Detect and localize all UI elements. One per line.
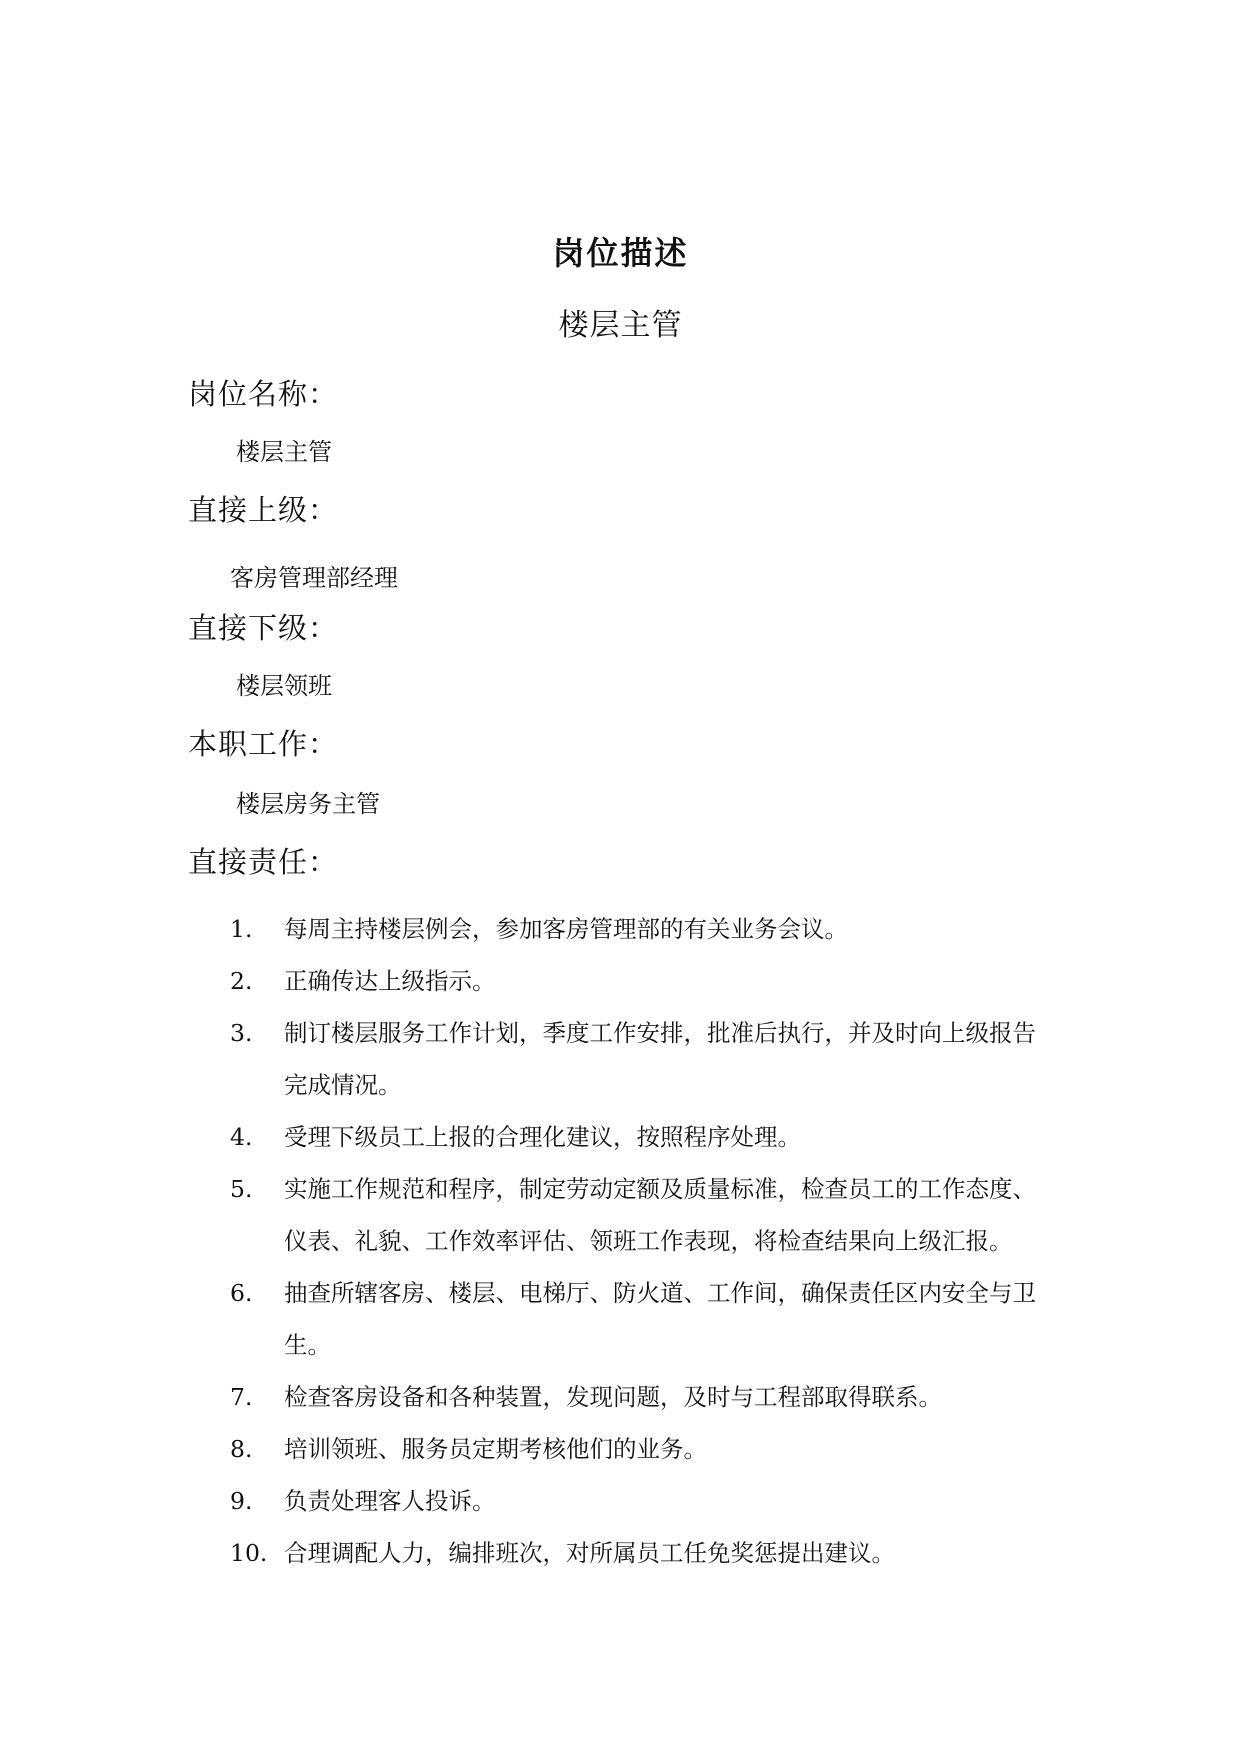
- responsibility-item: [230, 955, 1040, 1007]
- responsibility-text: 正确传达上级指示。: [284, 967, 496, 995]
- responsibility-text: 制订楼层服务工作计划，季度工作安排，批准后执行，并及时向上级报告完成情况。: [284, 1019, 1036, 1099]
- responsibility-item: [230, 1475, 1040, 1527]
- responsibility-item: [230, 1267, 1040, 1371]
- responsibility-item: [230, 1371, 1040, 1423]
- position-name-heading: 岗位名称：: [188, 377, 339, 411]
- responsibility-number: 7.: [230, 1383, 253, 1411]
- direct-superior-heading: 直接上级：: [188, 493, 339, 527]
- responsibility-text: 合理调配人力，编排班次，对所属员工任免奖惩提出建议。: [284, 1539, 895, 1567]
- responsibility-item: [230, 1423, 1040, 1475]
- responsibility-number: 8.: [230, 1435, 253, 1463]
- responsibility-text: 每周主持楼层例会，参加客房管理部的有关业务会议。: [284, 915, 848, 943]
- direct-subordinate-value: 楼层领班: [236, 672, 332, 700]
- responsibility-text: 抽查所辖客房、楼层、电梯厅、防火道、工作间，确保责任区内安全与卫生。: [284, 1279, 1036, 1359]
- direct-superior-value: 客房管理部经理: [230, 564, 398, 592]
- responsibility-number: 2.: [230, 967, 253, 995]
- responsibility-number: 4.: [230, 1123, 253, 1151]
- responsibility-number: 5.: [230, 1175, 253, 1203]
- responsibility-number: 1.: [230, 915, 253, 943]
- direct-responsibility-heading: 直接责任：: [188, 845, 339, 879]
- responsibility-text: 实施工作规范和程序，制定劳动定额及质量标准，检查员工的工作态度、仪表、礼貌、工作效率评估、领班工作表现，将检查结果向上级汇报。: [284, 1175, 1036, 1255]
- responsibility-item: [230, 1163, 1040, 1267]
- responsibility-list: [230, 903, 1040, 1579]
- responsibility-item: [230, 1007, 1040, 1111]
- responsibility-item: [230, 903, 1040, 955]
- main-work-value: 楼层房务主管: [236, 790, 380, 818]
- responsibility-number: 10.: [230, 1539, 268, 1567]
- responsibility-text: 受理下级员工上报的合理化建议，按照程序处理。: [284, 1123, 801, 1151]
- document-subtitle: 楼层主管: [558, 308, 683, 343]
- responsibility-item: [230, 1527, 1040, 1579]
- responsibility-text: 负责处理客人投诉。: [284, 1487, 496, 1515]
- responsibility-number: 6.: [230, 1279, 253, 1307]
- responsibility-text: 检查客房设备和各种装置，发现问题，及时与工程部取得联系。: [284, 1383, 942, 1411]
- document-title: 岗位描述: [552, 234, 689, 272]
- responsibility-text: 培训领班、服务员定期考核他们的业务。: [284, 1435, 707, 1463]
- responsibility-item: [230, 1111, 1040, 1163]
- responsibility-number: 9.: [230, 1487, 253, 1515]
- responsibility-number: 3.: [230, 1019, 253, 1047]
- direct-subordinate-heading: 直接下级：: [188, 611, 339, 645]
- position-name-value: 楼层主管: [236, 438, 332, 466]
- main-work-heading: 本职工作：: [188, 727, 339, 761]
